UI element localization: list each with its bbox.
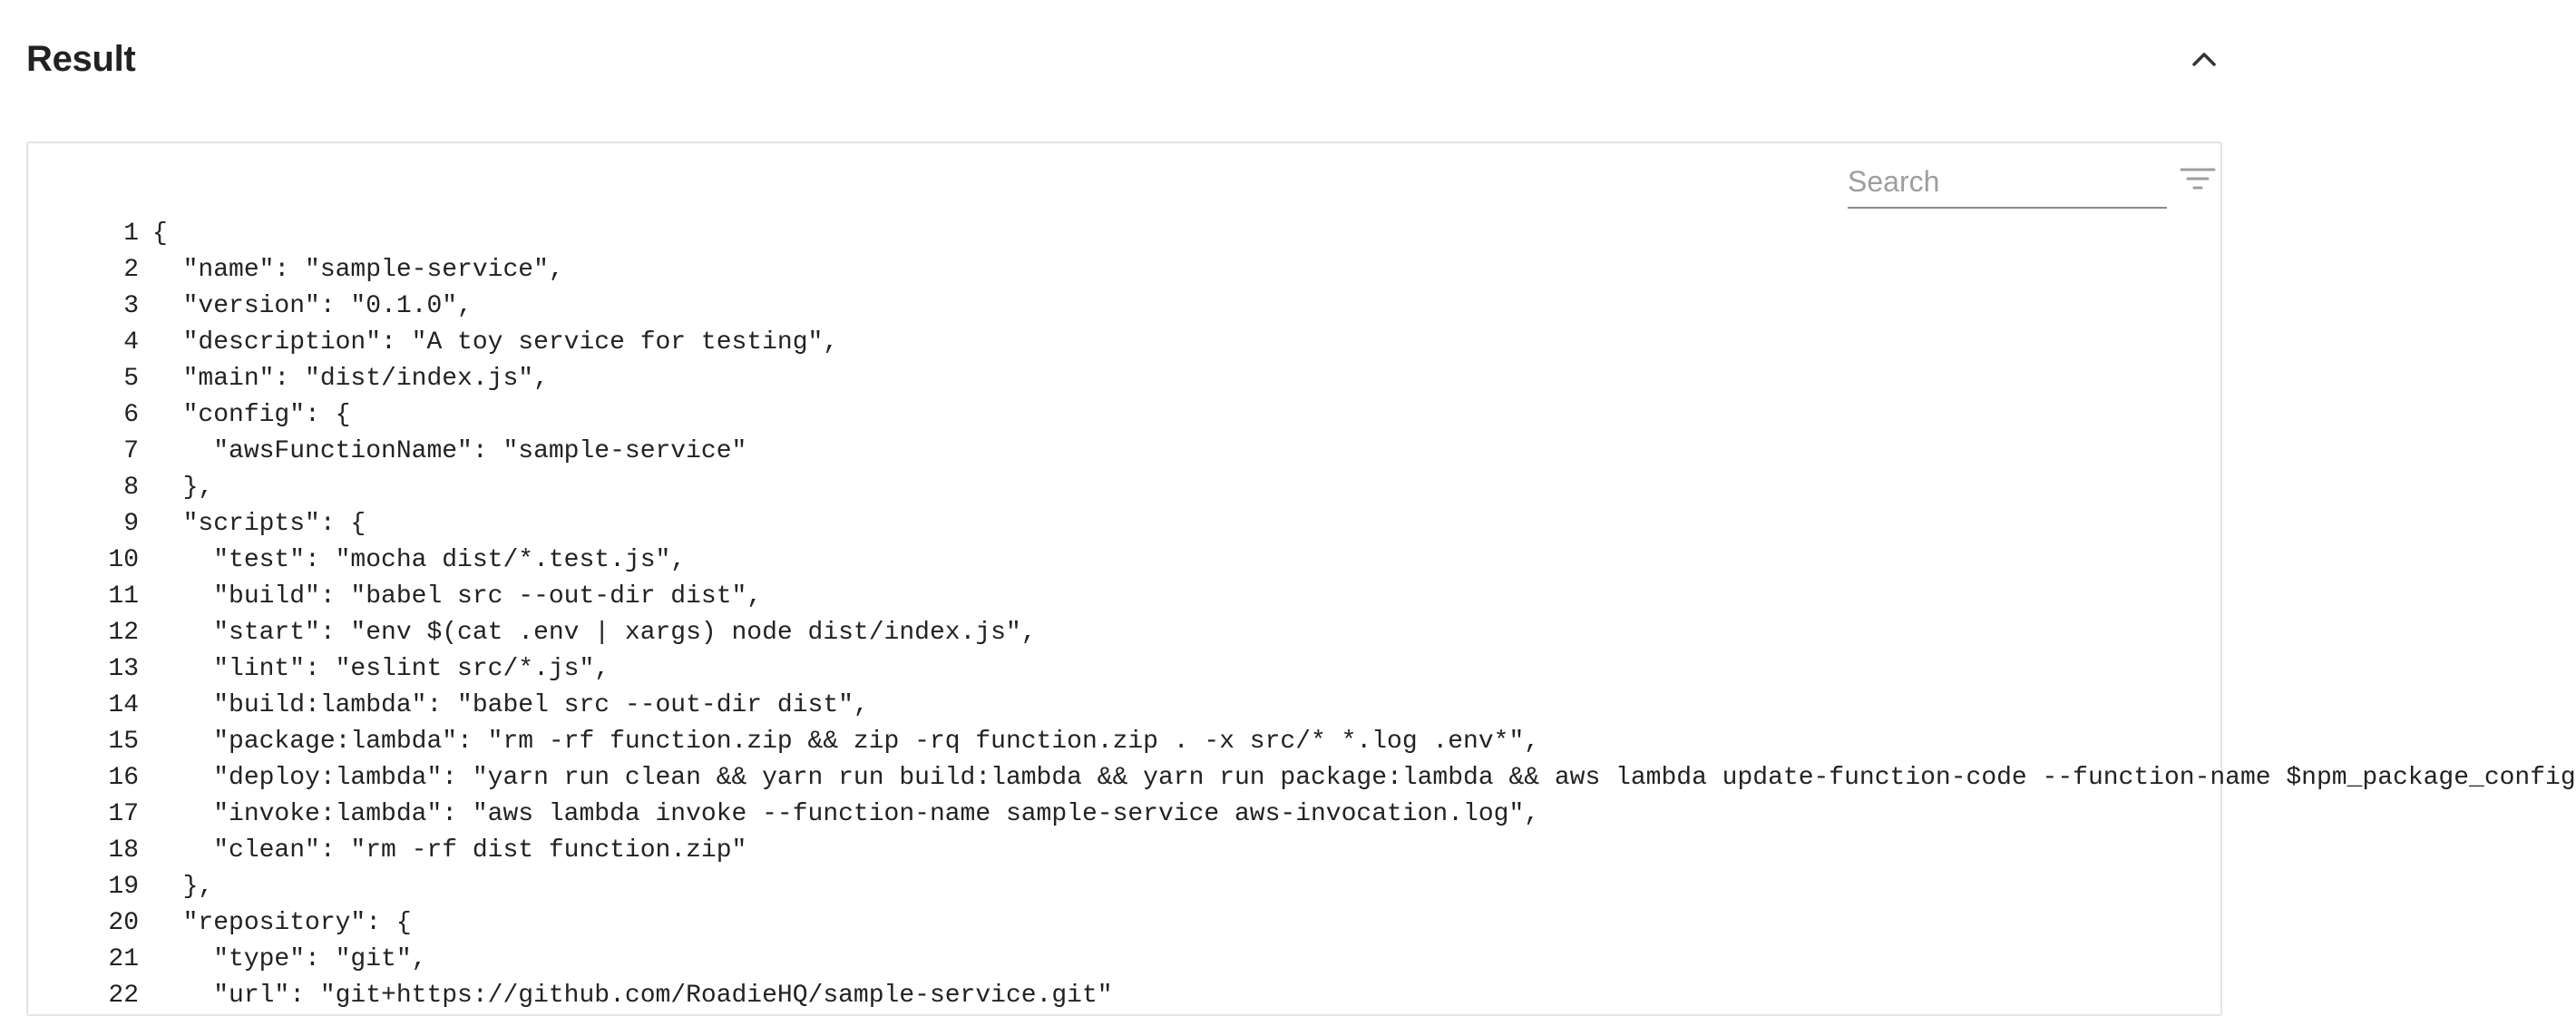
line-number: 10 [108, 546, 139, 574]
line-number: 5 [123, 365, 139, 393]
collapse-button[interactable] [2181, 36, 2227, 82]
line-number: 4 [123, 328, 139, 357]
code-line [28, 797, 2222, 833]
code-line [28, 688, 2222, 724]
line-number: 8 [123, 474, 139, 502]
line-number: 2 [123, 256, 139, 284]
line-number: 6 [123, 401, 139, 429]
filter-icon [2180, 165, 2216, 192]
line-text: "type": "git", [152, 945, 427, 973]
line-text: "test": "mocha dist/*.test.js", [152, 546, 687, 574]
line-number: 15 [108, 728, 139, 756]
line-text: }, [152, 873, 214, 901]
line-text: "start": "env $(cat .env | xargs) node dist/index.js", [152, 619, 1037, 647]
chevron-up-icon [2191, 50, 2218, 68]
code-line [28, 470, 2222, 506]
code-line [28, 252, 2222, 288]
line-text: "lint": "eslint src/*.js", [152, 655, 610, 683]
code-line [28, 942, 2222, 978]
line-number: 16 [108, 764, 139, 792]
code-line [28, 361, 2222, 397]
line-text: "invoke:lambda": "aws lambda invoke --function-name sample-service aws-invocation.log", [152, 800, 1540, 828]
filter-button[interactable] [2173, 154, 2222, 203]
code-line [28, 760, 2576, 797]
line-number: 18 [108, 836, 139, 865]
line-number: 19 [108, 873, 139, 901]
code-line [28, 905, 2222, 942]
line-text: "config": { [152, 401, 351, 429]
line-number: 13 [108, 655, 139, 683]
line-text: "repository": { [152, 909, 412, 937]
line-number: 12 [108, 619, 139, 647]
code-line [28, 325, 2222, 361]
code-panel [26, 142, 2576, 1016]
line-text: "main": "dist/index.js", [152, 365, 549, 393]
line-number: 20 [108, 909, 139, 937]
code-line [28, 615, 2222, 651]
search-input[interactable] [1848, 161, 2167, 201]
code-line [28, 579, 2222, 615]
line-text: "package:lambda": "rm -rf function.zip && zip -rq function.zip . -x src/* *.log .env*", [152, 728, 1540, 756]
code-line [28, 833, 2222, 869]
line-number: 22 [108, 982, 139, 1010]
result-header [0, 0, 2255, 118]
line-number: 7 [123, 437, 139, 465]
code-line [28, 288, 2222, 325]
code-line [28, 397, 2222, 434]
line-text: "name": "sample-service", [152, 256, 564, 284]
line-number: 17 [108, 800, 139, 828]
code-line [28, 216, 2222, 252]
code-line [28, 434, 2222, 470]
code-line [28, 506, 2222, 542]
line-number: 3 [123, 292, 139, 320]
line-text: "scripts": { [152, 510, 366, 538]
line-text: { [152, 220, 168, 248]
line-number: 1 [123, 220, 139, 248]
line-text: }, [152, 474, 214, 502]
line-number: 21 [108, 945, 139, 973]
line-text: "awsFunctionName": "sample-service" [152, 437, 747, 465]
line-text: "build": "babel src --out-dir dist", [152, 582, 763, 611]
line-number: 9 [123, 510, 139, 538]
line-text: "clean": "rm -rf dist function.zip" [152, 836, 747, 865]
code-line [28, 542, 2222, 579]
line-text: "version": "0.1.0", [152, 292, 473, 320]
line-text: "description": "A toy service for testing", [152, 328, 839, 357]
code-viewer [28, 216, 2576, 1014]
search-field [1848, 152, 2167, 209]
code-line [28, 651, 2222, 688]
line-number: 11 [108, 582, 139, 611]
line-text: "url": "git+https://github.com/RoadieHQ/sample-service.git" [152, 982, 1113, 1010]
code-line [28, 978, 2222, 1014]
line-number: 14 [108, 691, 139, 719]
line-text: "build:lambda": "babel src --out-dir dist", [152, 691, 869, 719]
line-text: "deploy:lambda": "yarn run clean && yarn run build:lambda && yarn run package:lambda && aws lambda update-function-code --function-name $npm_package_config [152, 764, 2576, 792]
code-line [28, 869, 2222, 905]
result-title: Result [26, 39, 136, 79]
code-line [28, 724, 2222, 760]
